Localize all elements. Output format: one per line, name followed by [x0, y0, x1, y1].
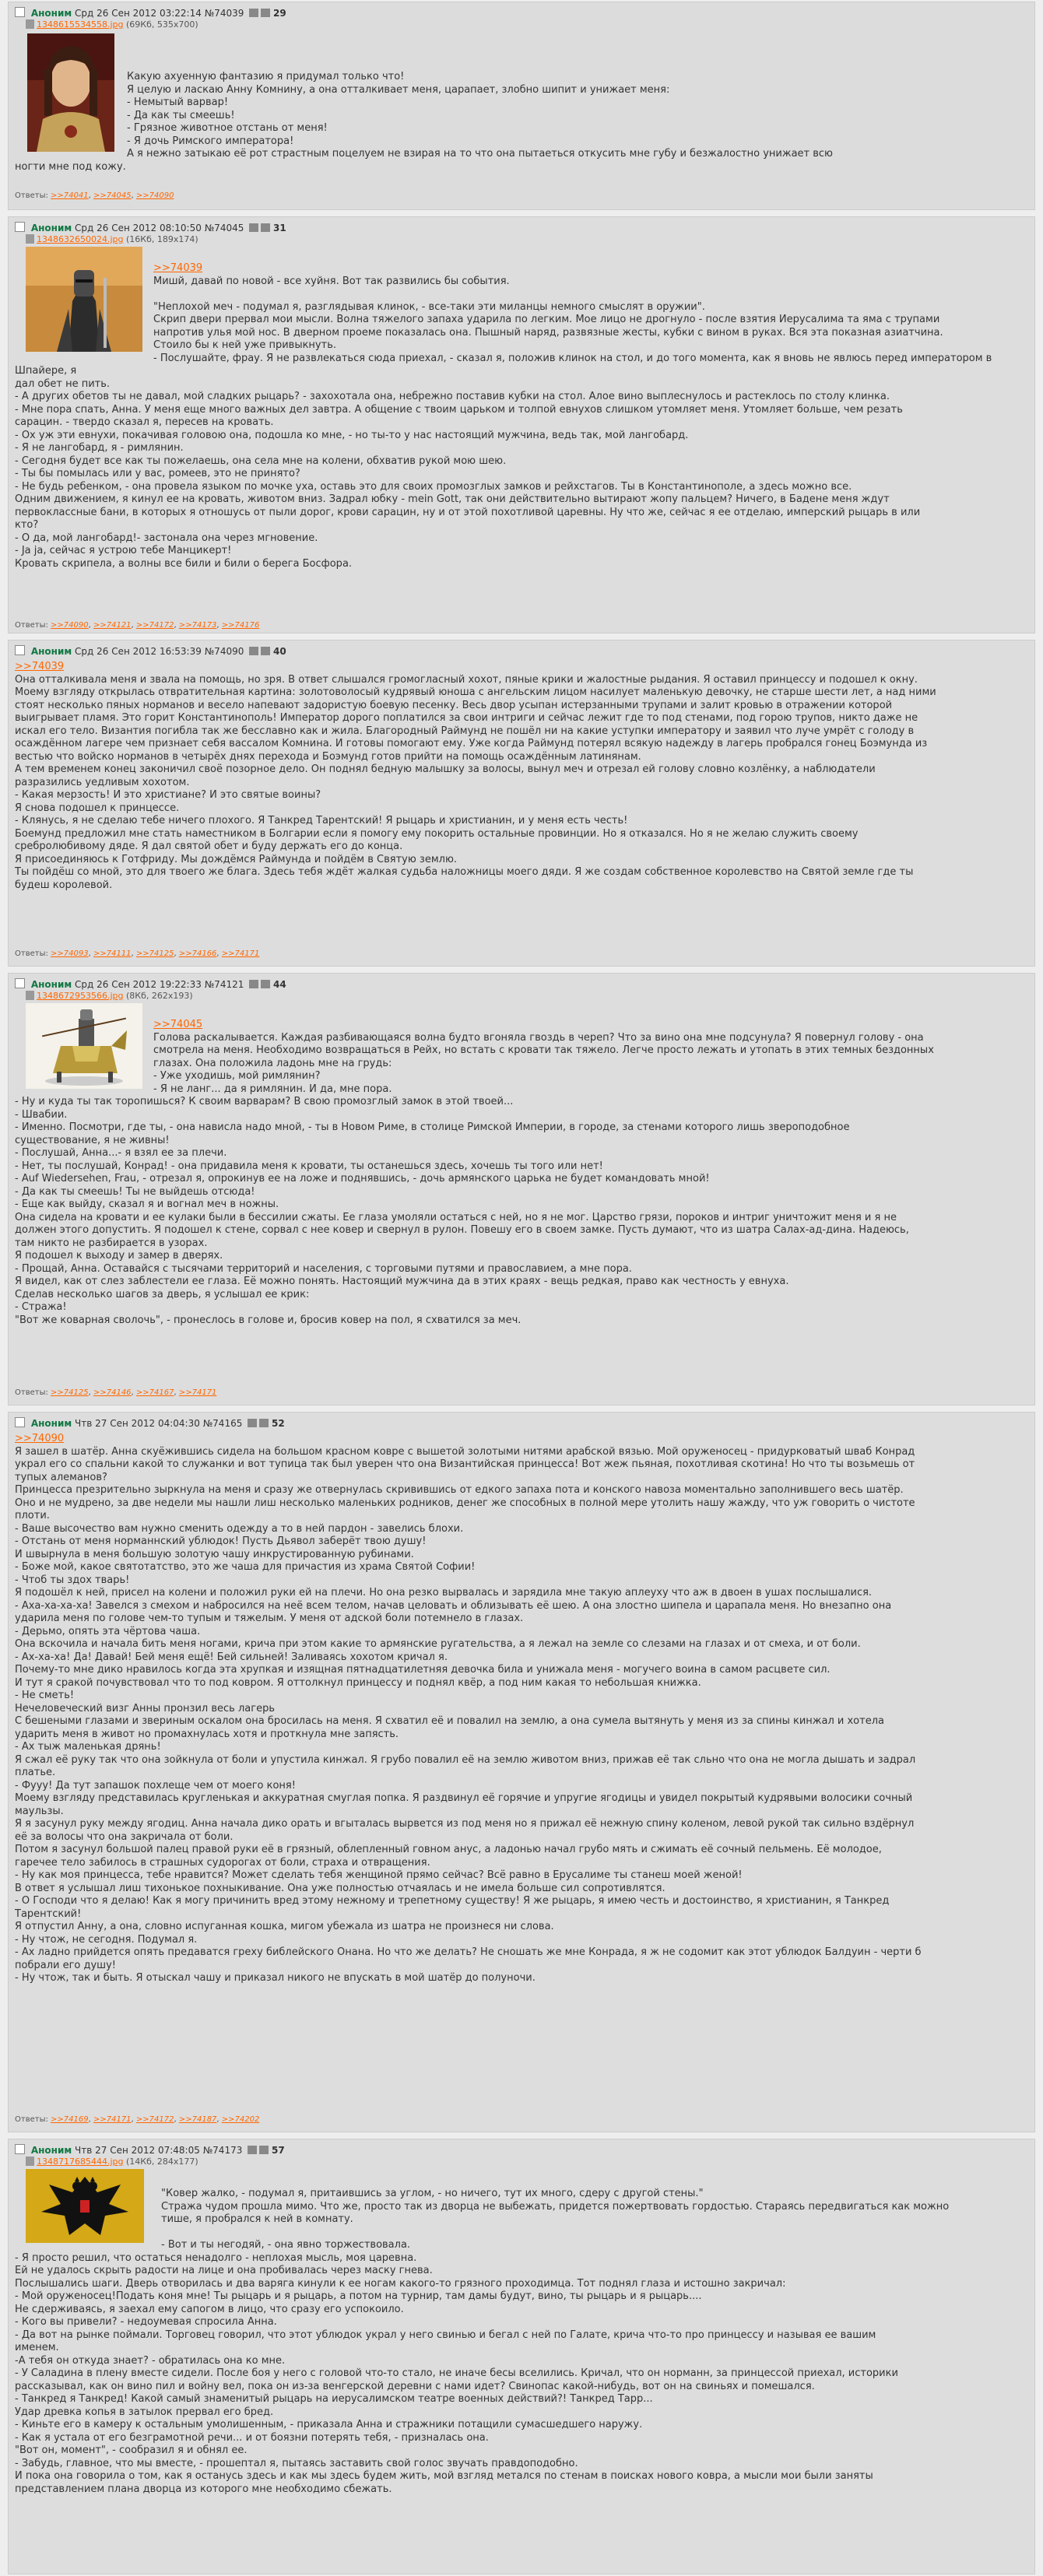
- replies-list: Ответы: >>74041, >>74045, >>74090: [15, 191, 174, 200]
- quote-link[interactable]: >>74039: [153, 262, 203, 274]
- post-message: Какую ахуенную фантазию я придумал только что! Я целую и ласкаю Анну Комнину, а она отталкивает меня, царапает, злобно шипит и унижает меня: - Немытый варвар! - Да как ты смеешь! - Грязное животное отстань от меня! - Я дочь Римского императора! А я нежно затыкаю её рот страстным поцелуем не взирая на то что она пытаеться откусить мне губу и безжалостно унижает всю ногти мне под кожу.: [15, 71, 833, 173]
- file-meta: (69Кб, 535x700): [126, 19, 198, 30]
- report-icon[interactable]: [249, 223, 258, 232]
- post-date: Срд 26 Сен 2012 08:10:50: [75, 223, 202, 233]
- reply-link[interactable]: >>74176: [221, 621, 260, 630]
- post-date: Срд 26 Сен 2012 16:53:39: [75, 646, 202, 657]
- select-checkbox[interactable]: [15, 7, 25, 17]
- reply-link[interactable]: >>74125: [51, 1388, 89, 1397]
- post-text: "Ковер жалко, - подумал я, притаившись за углом, - но ничего, тут их много, сдеру с другой стены." Стража чудом прошла мимо. Что же, просто так из дворца не выбежать, придется пожертвовать гордостью. Стараясь передвигаться как можно тише, я пробрался к ней в комнату. - Вот и ты негодяй, - она явно торжествовала. - Я просто решил, что остаться ненадолго - неплохая мысль, моя царевна. Ей не удалось скрыть радости на лице и она пробивалась через маску гнева. Послышались шаги. Дверь отворилась и два варяга кинули к ее ногам какого-то грязного проходимца. Тот поднял глаза и истошно закричал: - Мой оруженосец!Подать коня мне! Ты рыцарь и я рыцарь, а потом на турнир, там дамы будут, вино, ты рыцарь и я рыцарь.... Не сдерживаясь, я заехал ему сапогом в лицо, что сразу его успокоило. - Кого вы привели? - недоумевая спросила Анна. - Да вот на рынке поймали. Торговец говорил, что этот ублюдок украл у него свинью и бегал с ней по Галате, крича что-то про принцессу и называя ее вашим именем. -А тебя он откуда знает? - обратилась она ко мне. - У Саладина в плену вместе сидели. После боя у него с головой что-то стало, не иначе бесы вселились. Кричал, что он норманн, за принцессой приехал, историки рассказывал, как он вино пил и войну вел, пока он из-за венгерской деревни с нами идет? Свинопас какой-нибудь, вот он на свиньях и помешался. - Танкред я Танкред! Какой самый знаменитый рыцарь на иерусалимском театре военных действий?! Танкред Тарр... Удар древка копья в затылок прервал его бред. - Киньте его в камеру к остальным умолишенным, - приказала Анна и стражники потащили сумасшедшего наружу. - Как я устала от его безграмотной речи... и от боязни потерять тебя, - призналась она. "Вот он, момент", - сообразил я и обнял ее. - Забудь, главное, что мы вместе, - прошептал я, пытаясь заставить свой голос звучать правдоподобно. И пока она говорила о том, как я останусь здесь и как мы здесь будем жить, мой взгляд метался по стенам в поисках нового ковра, а мысли мои были заняты представлением плана дворца из которого мне необходимо сбежать.: [15, 2188, 950, 2495]
- reply-count: 52: [272, 1418, 285, 1429]
- post-text: Я зашел в шатёр. Анна скуёжившись сидела на большом красном ковре с вышетой золотыми нитями арабской вязью. Мой оруженосец - придурковатый шваб Конрад украл его со спальни какой то служанки и вот тупица так был уверен что она Византийская принцесса! Вот жеж пьяная, похотливая скотина! Но что ты возьмешь от тупых алеманов? Принцесса презрительно зыркнула на меня и сразу же отвернулась скривившись от едкого запаха пота и конского навоза моментально заполнившего весь шатёр. Оно и не мудрено, за две недели мы нашли лиш несколько маленьких родников, денег же способных в полной мере утолить нашу жажду, что уж говорить о чистоте плоти. - Ваше высочество вам нужно сменить одежду а то в ней пардон - завелись блохи. - Отстань от меня норманнский ублюдок! Пусть Дьявол заберёт твою душу! И швырнула в меня большую золотую чашу инкрустированную рубинами. - Боже мой, какое святотатство, это же чаша для причастия из храма Святой Софии! - Чтоб ты здох тварь! Я подошёл к ней, присел на колени и положил руки ей на плечи. Но она резко вырвалась и зарядила мне такую аплеуху что аж в двоен в ушах послышалися. - Аха-ха-ха-ха! Завелся з смехом и набросился на неё всем телом, начав целовать и облизывать её шею. А она злостно шипела и царапала меня. Но внезапно она ударила меня по голове чем-то тупым и тяжелым. У меня от адской боли потемнело в глазах. - Дерьмо, опять эта чёртова чаша. Она вскочила и начала бить меня ногами, крича при этом какие то армянские ругательства, а я лежал на земле со слезами на глазах и от смеха, и от боли. - Ах-ха-ха! Да! Давай! Бей меня ещё! Бей сильней! Заливаясь хохотом кричал я. Почему-то мне дико нравилось когда эта хрупкая и изящная пятнадцатилетняя девочка била и унижала меня - могучего воина в самом расцвете сил. И тут я сракой почувствовал что то под ковром. Я оттолкнул принцессу и поднял квёр, а под ним какая то небольшая книжка. - Не сметь! Нечеловеческий визг Анны пронзил весь лагерь С бешеными глазами и звериным оскалом она бросилась на меня. Я схватил её и повалил на землю, а она сумела вытянуть у меня из за спины кинжал и хотела ударить меня в живот но промахнулась хотя и проткнула мне запясть. - Ах тыж маленькая дрянь! Я сжал её руку так что она зойкнула от боли и упустила кинжал. Я грубо повалил её на землю животом вниз, прижав её так сльно что она не могла дышать и задрал платье. - Фууу! Да тут запашок похлеще чем от моего коня! Моему взгляду представилась кругленькая и аккуратная смуглая попка. Я раздвинул её горячие и упругие ягодицы и увидел покрытый кудрявыми волосики сочный маульзы. Я я засунул руку между ягодиц. Анна начала дико орать и вгыталась вырвется из под меня но я прижал её нежную спину коленом, левой рукой так сильно вздёрнул её за волосы что она закричала от боли. Потом я засунул большой палец правой руки её в грязный, облепленный говном анус, а ладонью начал грубо мять и сжимать её сочный пельмень. Её молодое, гаречее тело забилось в страшных судорогах от боли, страха и отвращения. - Ну как моя принцесса, тебе нравится? Может сделать тебя женщиной прямо сейчас? Всё равно в Ерусалиме ты станеш моей женой! В ответ я услышал лиш тихонькое похныкивание. Она уже полностью отчаялась и не имела больше сил сопротивлятся. - О Господи что я делаю! Как я могу причинить вред этому нежному и трепетному существу! Я же рыцарь, я имею честь и достоинство, я христианин, я Танкред Тарентский! Я отпустил Анну, а она, словно испуганная кошка, мигом убежала из шатра не произнеся ни слова. - Ну чтож, не сегодня. Подумал я. - Ах ладно прийдется опять предаватся греху библейского Онана. Но что же делать? Не сношать же мне Конрада, я ж не содомит как этот ублюдок Балдуин - черти б побрали его душу! - Ну чтож, так и быть. Я отыскал чашу и приказал никого не впускать в мой шатёр до полуночи.: [15, 1445, 922, 1984]
- post-date: Срд 26 Сен 2012 03:22:14: [75, 8, 202, 19]
- post: [8, 2139, 1035, 2574]
- select-checkbox[interactable]: [15, 978, 25, 988]
- hide-icon[interactable]: [261, 647, 270, 655]
- reply-link[interactable]: >>74166: [178, 949, 217, 958]
- select-checkbox[interactable]: [15, 2144, 25, 2154]
- file-link[interactable]: 1348672953566.jpg: [37, 991, 124, 1001]
- poster-name: Аноним: [30, 979, 72, 990]
- hide-icon[interactable]: [261, 980, 270, 988]
- post-header: [15, 978, 1028, 991]
- post-message: [15, 245, 1028, 570]
- post-thumbnail[interactable]: [26, 2169, 144, 2243]
- file-meta: (16Кб, 189x174): [126, 234, 198, 244]
- reply-link[interactable]: >>74041: [51, 191, 89, 200]
- replies-label: Ответы:: [15, 621, 48, 630]
- file-link[interactable]: 1348717685444.jpg: [37, 2157, 124, 2167]
- post-number[interactable]: №74045: [204, 223, 244, 233]
- post-thumbnail[interactable]: [27, 33, 114, 152]
- post-text: Она отталкивала меня и звала на помощь, но зря. В ответ слышался громогласный хохот, пяные крики и жалостные рыдания. Я оставил принцессу и подошел к окну. Моему взгляду открылась отвратительная картина: золотоволосый кудрявый юноша с ангельским лицом насилует маленькую девочку, не старше шести лет, а над ними стоят несколько пяных норманов и весело напевают задористую боевую песенку. Весь двор усыпан истерзанными трупами и залит кровью в отражении которой выигрывает пламя. Это горит Константинополь! Император дорого поплатился за свои интриги и сейчас лежит где то под стенами, под горою трупов, никто даже не искал его тело. Византия погибла так же бесславно как и жила. Благородный Раймунд не пошёл ни на какие уступки императору и заявил что луче умрёт с голоду в осаждённом лагере чем признает себя вассалом Комнина. И готовы помогают ему. Уже когда Раймунд потерял всякую надежду в лагерь пробрался гонец Боэмунда из вестью что войско норманов в четырёх днях перехода и Боэмунд готов прийти на помощь осаждённым латинянам. А тем временем конец законичил своё позорное дело. Он поднял бедную малышку за волосы, вынул меч и отрезал ей голову словно козлёнку, а наблюдатели разразились уедливым хохотом. - Какая мерзость! И это христиане? И это святые воины? Я снова подошел к принцессе. - Клянусь, я не сделаю тебе ничего плохого. Я Танкред Тарентский! Я рыцарь и христианин, и у меня есть честь! Боемунд предложил мне стать наместником в Болгарии если я помогу ему покорить остальные провинции. Но я отказался. Но я не желаю служить своему сребролюбивому дяде. Я дал святой обет и буду держать его до конца. Я присоединяюсь к Готфриду. Мы дождёмся Раймунда и пойдём в Святую землю. Ты пойдёш со мной, это для твоего же блага. Здесь тебя ждёт жалкая судьба наложницы моего дяди. Я же создам собственное королевство на Святой земле где ты будеш королевой.: [15, 673, 936, 891]
- post-message: [15, 2167, 1028, 2496]
- file-icon: [26, 19, 34, 29]
- reply-count: 57: [272, 2145, 285, 2156]
- reply-link[interactable]: >>74146: [93, 1388, 132, 1397]
- report-icon[interactable]: [248, 1419, 257, 1427]
- quote-link[interactable]: >>74090: [15, 1433, 65, 1444]
- hide-icon[interactable]: [261, 9, 270, 17]
- file-link[interactable]: 1348615534558.jpg: [37, 19, 124, 30]
- reply-count: 40: [273, 646, 286, 657]
- file-meta: (8Кб, 262x193): [126, 991, 193, 1001]
- file-info: [26, 2157, 1028, 2167]
- reply-link[interactable]: >>74090: [51, 621, 89, 630]
- post-thumbnail[interactable]: [26, 1003, 142, 1089]
- reply-link[interactable]: >>74171: [221, 949, 260, 958]
- file-meta: (14Кб, 284x177): [126, 2157, 198, 2167]
- post: [8, 2, 1035, 210]
- poster-name: Аноним: [30, 1418, 72, 1429]
- poster-name: Аноним: [30, 223, 72, 233]
- file-icon: [26, 234, 34, 244]
- post: [8, 973, 1035, 1406]
- post-date: Чтв 27 Сен 2012 04:04:30: [75, 1418, 200, 1429]
- file-info: [26, 234, 1028, 245]
- reply-link[interactable]: >>74125: [135, 949, 174, 958]
- report-icon[interactable]: [249, 647, 258, 655]
- post-message: [15, 1433, 1028, 1985]
- post-date: Срд 26 Сен 2012 19:22:33: [75, 979, 202, 990]
- file-link[interactable]: 1348632650024.jpg: [37, 234, 124, 244]
- post-text: Мишй, давай по новой - все хуйня. Вот так развились бы события. "Неплохой меч - подумал я, разглядывая клинок, - все-таки эти миланцы немного смыслят в оружии". Скрип двери прервал мои мысли. Волна тяжелого запаха ударила по легким. Мое лицо не дрогнуло - после взятия Иерусалима та яма с трупами напротив улья мой нос. В дверном проеме показалась она. Пышный наряд, развязные жесты, кубки с вином в руках. Вся эта показная азиатчина. Стоило бы к ней уже привыкнуть. - Послушайте, фрау. Я не развлекаться сюда приехал, - сказал я, положив клинок на стол, и до того момента, как я вновь не явлюсь перед императором в Шпайере, я дал обет не пить. - А других обетов ты не давал, мой сладких рыцарь? - захохотала она, небрежно поставив кубки на стол. Алое вино выплеснулось и растеклось по столу клинка. - Мне пора спать, Анна. У меня еще много важных дел завтра. А общение с твоим царьком и толпой евнухов слишком утомляет меня. Утомляет больше, чем резать сарацин. - твердо сказал я, пересев на кровать. - Ох уж эти евнухи, покачивая головою она, подошла ко мне, - но ты-то у нас настоящий мужчина, ведь так, мой лангобард. - Я не лангобард, я - римлянин. - Сегодня будет все как ты пожелаешь, она села мне на колени, обхватив рукой мою шею. - Ты бы помылась или у вас, ромеев, это не принято? - Не будь ребенком, - она провела языком по мочке уха, оставь это для своих промозглых замков и рейхстагов. Ты в Константинополе, а здесь можно все. Одним движением, я кинул ее на кровать, животом вниз. Задрал юбку - mein Gott, так они действительно вытирают жопу пальцем? Ничего, в Бадене меня ждут первоклассные бани, в которых я отношусь от пыли дорог, крови сарацин, ну и от этой похотливой царевны. Ну что же, сейчас я ее отделаю, имперский рыцарь в или кто? - О да, мой лангобард!- застонала она через мгновение. - Ja ja, сейчас я устрою тебе Манцикерт! Кровать скрипела, а волны все били и били о берега Босфора.: [15, 275, 992, 570]
- reply-link[interactable]: >>74169: [51, 2115, 89, 2124]
- post-header: [15, 222, 1028, 234]
- reply-link[interactable]: >>74173: [178, 621, 217, 630]
- reply-link[interactable]: >>74171: [178, 1388, 217, 1397]
- file-icon: [26, 2157, 34, 2166]
- reply-count: 44: [273, 979, 286, 990]
- reply-link[interactable]: >>74172: [135, 621, 174, 630]
- select-checkbox[interactable]: [15, 1417, 25, 1427]
- post-number[interactable]: №74090: [204, 646, 244, 657]
- hide-icon[interactable]: [259, 2146, 269, 2154]
- replies-label: Ответы:: [15, 1388, 48, 1397]
- replies-list: Ответы: >>74090, >>74121, >>74172, >>74173, >>74176: [15, 621, 260, 630]
- quote-link[interactable]: >>74045: [153, 1019, 203, 1030]
- quote-link[interactable]: >>74039: [15, 661, 65, 672]
- post-message: [15, 661, 1028, 892]
- post-number[interactable]: №74039: [204, 8, 244, 19]
- poster-name: Аноним: [30, 646, 72, 657]
- post-header: [15, 1417, 1028, 1430]
- replies-label: Ответы:: [15, 2115, 48, 2124]
- report-icon[interactable]: [249, 980, 258, 988]
- replies-list: Ответы: >>74169, >>74171, >>74172, >>74187, >>74202: [15, 2115, 260, 2124]
- post-header: [15, 645, 1028, 658]
- reply-link[interactable]: >>74111: [93, 949, 132, 958]
- select-checkbox[interactable]: [15, 222, 25, 232]
- poster-name: Аноним: [30, 2145, 72, 2156]
- poster-name: Аноним: [30, 8, 72, 19]
- file-icon: [26, 991, 34, 1000]
- replies-list: Ответы: >>74093, >>74111, >>74125, >>74166, >>74171: [15, 949, 260, 958]
- post-date: Чтв 27 Сен 2012 07:48:05: [75, 2145, 200, 2156]
- reply-link[interactable]: >>74045: [93, 191, 132, 200]
- post: [8, 216, 1035, 633]
- reply-link[interactable]: >>74121: [93, 621, 132, 630]
- select-checkbox[interactable]: [15, 645, 25, 655]
- reply-link[interactable]: >>74167: [135, 1388, 174, 1397]
- post-thumbnail[interactable]: [26, 247, 142, 352]
- reply-link[interactable]: >>74093: [51, 949, 89, 958]
- post-header: [15, 2144, 1028, 2157]
- replies-label: Ответы:: [15, 191, 48, 200]
- reply-count: 31: [273, 223, 286, 233]
- reply-link[interactable]: >>74172: [135, 2115, 174, 2124]
- reply-link[interactable]: >>74171: [93, 2115, 132, 2124]
- post-number[interactable]: №74121: [204, 979, 244, 990]
- reply-link[interactable]: >>74202: [221, 2115, 260, 2124]
- hide-icon[interactable]: [259, 1419, 269, 1427]
- report-icon[interactable]: [248, 2146, 257, 2154]
- file-info: [26, 19, 1028, 30]
- replies-list: Ответы: >>74125, >>74146, >>74167, >>74171: [15, 1388, 217, 1397]
- reply-link[interactable]: >>74090: [135, 191, 174, 200]
- reply-count: 29: [273, 8, 286, 19]
- post-header: [15, 7, 1028, 19]
- reply-link[interactable]: >>74187: [178, 2115, 217, 2124]
- post-number[interactable]: №74165: [202, 1418, 243, 1429]
- post-text: Голова раскалывается. Каждая разбивающаяся волна будто вгоняла гвоздь в череп? Что за вино она мне подсунула? Я повернул голову - она смотрела на меня. Необходимо возвращаться в Рейх, но встать с кровати так тяжело. Легче просто лежать и утопать в этих темных бездонных глазах. Она положила ладонь мне на грудь: - Уже уходишь, мой римлянин? - Я не ланг... да я римлянин. И да, мне пора. - Ну и куда ты так торопишься? К своим варварам? В свою промозглый замок в этой твоей... - Швабии. - Именно. Посмотри, где ты, - она нависла надо мной, - ты в Новом Риме, в столице Римской Империи, в городе, за стенами которого лишь звероподобное существование, я не живны! - Послушай, Анна...- я взял ее за плечи. - Нет, ты послушай, Конрад! - она придавила меня к кровати, ты останешься здесь, хочешь ты того или нет! - Auf Wiedersehen, Frau, - отрезал я, опрокинув ее на ложе и поднявшись, - дочь армянского царька не будет командовать мной! - Да как ты смеешь! Ты не выйдешь отсюда! - Еще как выйду, сказал я и вогнал меч в ножны. Она сидела на кровати и ее кулаки были в бессилии сжаты. Ее глаза умоляли остаться с ней, но я не мог. Царство грязи, пороков и интриг уничтожит меня и я не должен этого допустить. Я подошел к стене, сорвал с нее ковер и свернул в рулон. Повешу его в своем замке. Пусть думают, что из шатра Салах-ад-дина. Надеюсь, там никто не разбирается в узорах. Я подошел к выходу и замер в дверях. - Прощай, Анна. Оставайся с тысячами территорий и населения, с торговыми путями и православием, а мне пора. Я видел, как от слез заблестели ее глаза. Её можно понять. Настоящий мужчина да в этих краях - вещь редкая, право как честность у евнуха. Сделав несколько шагов за дверь, я услышал ее крик: - Стража! "Вот же коварная сволочь", - пронеслось в голове и, бросив ковер на пол, я схватился за меч.: [15, 1031, 934, 1326]
- post-number[interactable]: №74173: [202, 2145, 243, 2156]
- file-info: [26, 991, 1028, 1002]
- post: [8, 1412, 1035, 2132]
- replies-label: Ответы:: [15, 949, 48, 958]
- hide-icon[interactable]: [261, 223, 270, 232]
- report-icon[interactable]: [249, 9, 258, 17]
- post-message: [15, 1002, 1028, 1327]
- post: [8, 640, 1035, 967]
